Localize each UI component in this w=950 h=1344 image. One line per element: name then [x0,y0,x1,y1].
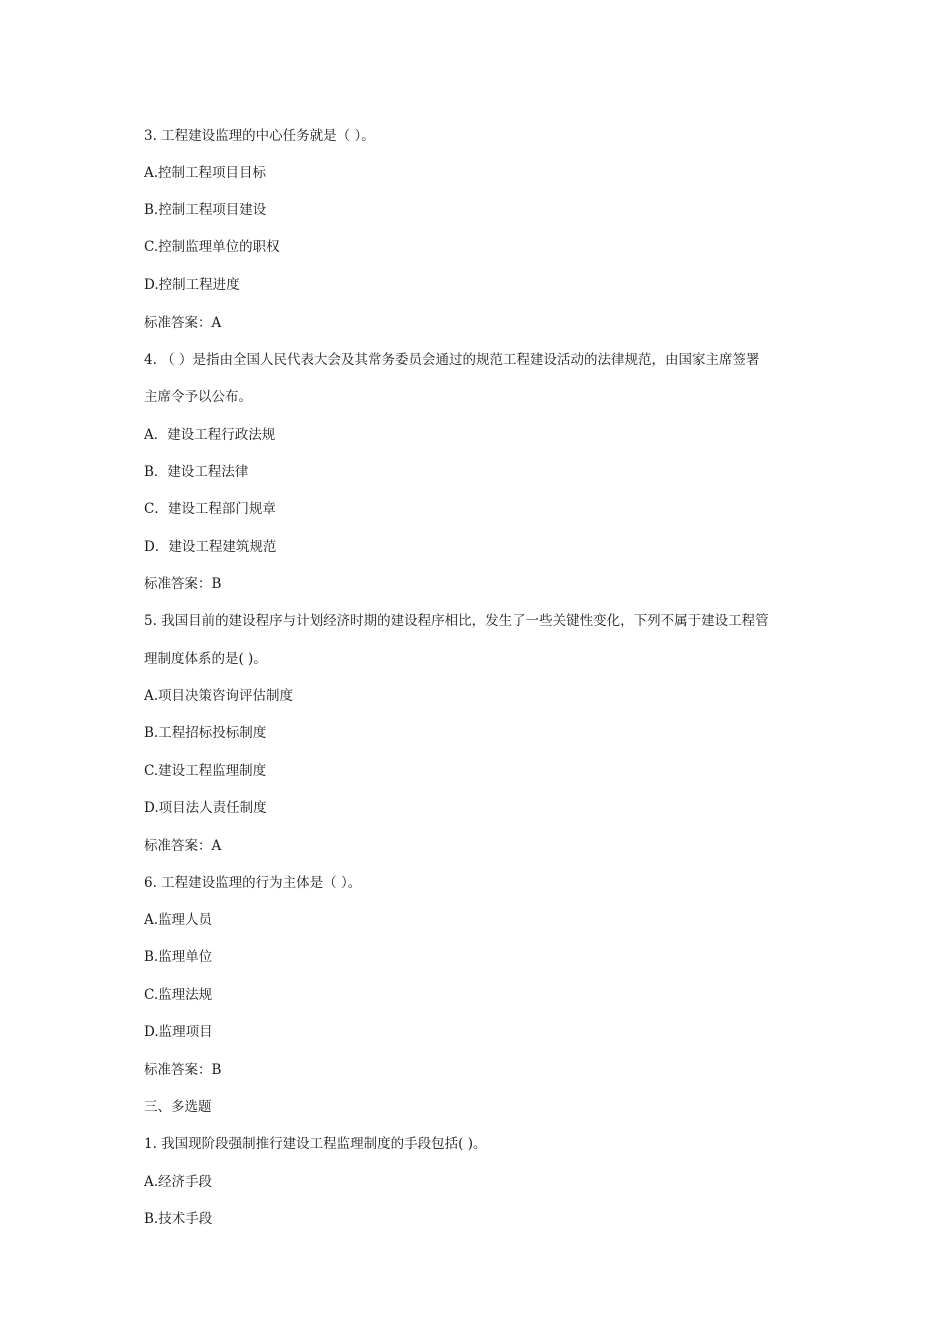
q3-option-a: A.控制工程项目目标 [144,165,267,181]
multi-q1-option-a: A.经济手段 [144,1174,213,1190]
q6-option-a: A.监理人员 [144,912,213,928]
q4-option-a: A．建设工程行政法规 [144,427,276,443]
q3-option-c: C.控制监理单位的职权 [144,239,280,255]
q6-option-d: D.监理项目 [144,1024,213,1040]
q5-option-d: D.项目法人责任制度 [144,800,267,816]
question-5-text: 5. 我国目前的建设程序与计划经济时期的建设程序相比，发生了一些关键性变化，下列不属于建设工程管 [144,613,769,629]
q4-option-d: D．建设工程建筑规范 [144,539,277,555]
question-6-text: 6. 工程建设监理的行为主体是（ ）。 [144,875,362,891]
q6-answer: 标准答案：B [144,1062,222,1078]
q4-option-b: B．建设工程法律 [144,464,249,480]
multi-question-1-text: 1. 我国现阶段强制推行建设工程监理制度的手段包括( )。 [144,1136,487,1152]
q6-option-b: B.监理单位 [144,949,213,965]
question-3-text: 3. 工程建设监理的中心任务就是（ ）。 [144,128,375,144]
q5-option-b: B.工程招标投标制度 [144,725,267,741]
q5-option-a: A.项目决策咨询评估制度 [144,688,294,704]
question-4-text-cont: 主席令予以公布。 [144,389,252,405]
q4-answer: 标准答案：B [144,576,222,592]
q3-option-b: B.控制工程项目建设 [144,202,267,218]
question-4-text: 4. （ ）是指由全国人民代表大会及其常务委员会通过的规范工程建设活动的法律规范，由国家主席签署 [144,352,760,368]
q5-answer: 标准答案：A [144,838,222,854]
question-5-text-cont: 理制度体系的是( )。 [144,651,267,667]
q5-option-c: C.建设工程监理制度 [144,763,267,779]
q3-answer: 标准答案：A [144,315,222,331]
q4-option-c: C．建设工程部门规章 [144,501,276,517]
q6-option-c: C.监理法规 [144,987,213,1003]
q3-option-d: D.控制工程进度 [144,277,240,293]
section-heading-multiple-choice: 三、多选题 [144,1099,212,1115]
multi-q1-option-b: B.技术手段 [144,1211,213,1227]
